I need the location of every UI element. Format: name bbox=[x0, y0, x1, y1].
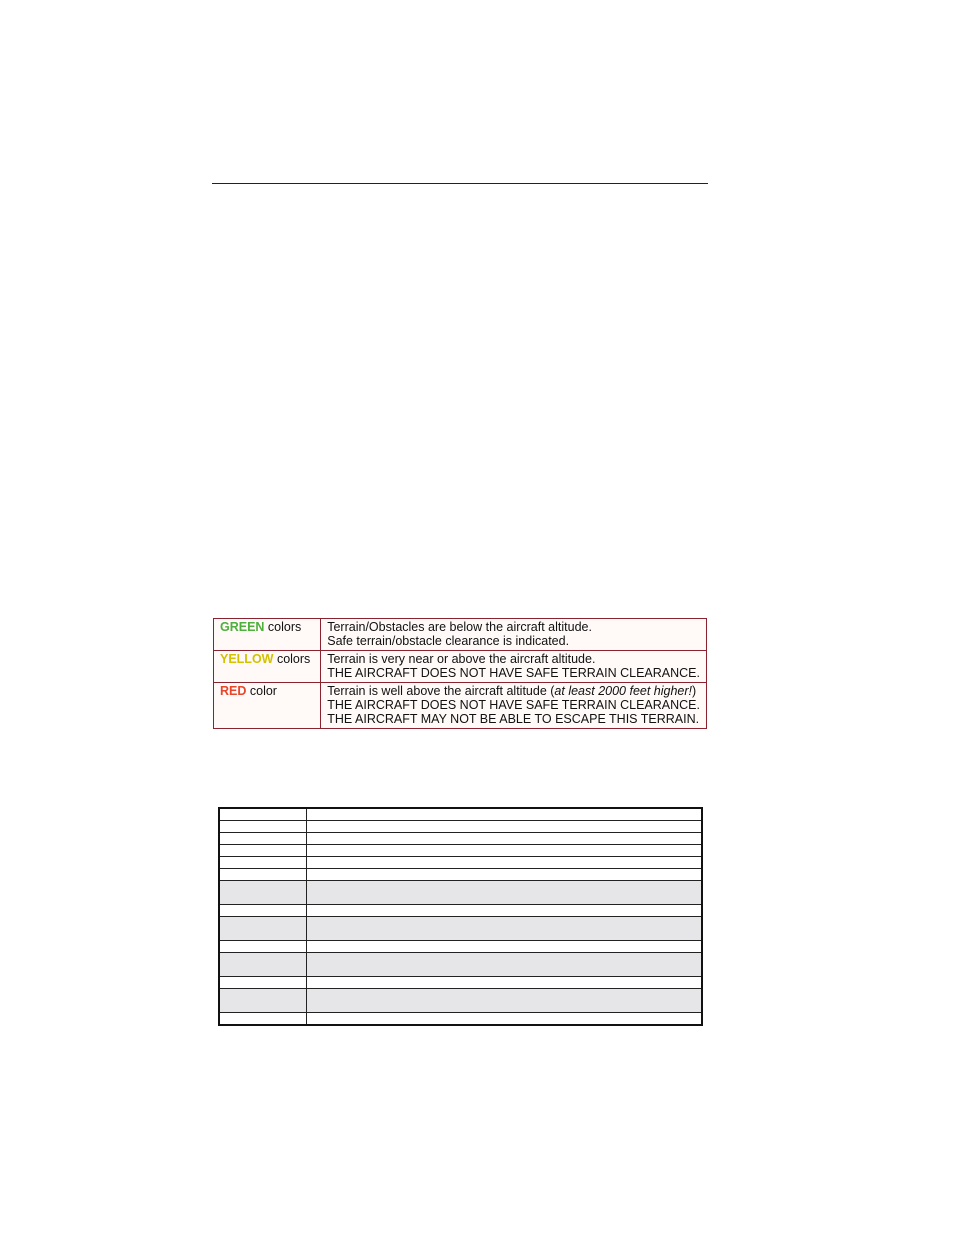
desc-line: Terrain is very near or above the aircraft altitude. bbox=[327, 651, 596, 666]
table-cell bbox=[307, 989, 703, 1013]
table-row bbox=[219, 917, 702, 941]
table-cell bbox=[307, 1013, 703, 1026]
table-cell bbox=[307, 905, 703, 917]
legend-desc-red bbox=[321, 682, 707, 728]
terrain-color-legend bbox=[213, 618, 707, 729]
table-cell bbox=[219, 953, 307, 977]
empty-grid-table bbox=[218, 807, 703, 1026]
legend-desc-yellow bbox=[321, 650, 707, 682]
table-row bbox=[219, 977, 702, 989]
desc-line-italic: at least 2000 feet higher! bbox=[554, 683, 693, 698]
table-cell bbox=[219, 821, 307, 833]
desc-line-pre: Terrain is well above the aircraft altitude ( bbox=[327, 683, 555, 698]
desc-line: THE AIRCRAFT DOES NOT HAVE SAFE TERRAIN CLEARANCE. bbox=[327, 698, 700, 713]
table-cell bbox=[219, 941, 307, 953]
legend-key-red bbox=[214, 682, 321, 728]
table-cell bbox=[307, 953, 703, 977]
table-row bbox=[219, 821, 702, 833]
table-cell bbox=[307, 881, 703, 905]
color-word-yellow: YELLOW bbox=[220, 651, 274, 666]
desc-line: THE AIRCRAFT DOES NOT HAVE SAFE TERRAIN CLEARANCE. bbox=[327, 666, 700, 681]
table-cell bbox=[219, 905, 307, 917]
table-row bbox=[219, 857, 702, 869]
table-cell bbox=[307, 845, 703, 857]
table-row bbox=[219, 808, 702, 821]
table-cell bbox=[219, 833, 307, 845]
legend-key-yellow bbox=[214, 650, 321, 682]
table-row bbox=[219, 869, 702, 881]
color-suffix: colors bbox=[273, 651, 311, 666]
table-row bbox=[219, 881, 702, 905]
desc-line: Terrain/Obstacles are below the aircraft altitude. bbox=[327, 620, 592, 634]
table-row bbox=[219, 941, 702, 953]
legend-row-red bbox=[214, 682, 707, 728]
table-row bbox=[219, 833, 702, 845]
table-cell bbox=[307, 941, 703, 953]
legend-key-green bbox=[214, 619, 321, 651]
table-cell bbox=[219, 857, 307, 869]
table-cell bbox=[219, 808, 307, 821]
color-word-green: GREEN bbox=[220, 620, 265, 634]
table-cell bbox=[307, 917, 703, 941]
table-cell bbox=[219, 1013, 307, 1026]
legend-row-green bbox=[214, 619, 707, 651]
table-cell bbox=[219, 869, 307, 881]
color-suffix: color bbox=[246, 683, 277, 698]
desc-line: Safe terrain/obstacle clearance is indicated. bbox=[327, 634, 570, 649]
table-cell bbox=[307, 869, 703, 881]
table-cell bbox=[219, 917, 307, 941]
table-cell bbox=[219, 845, 307, 857]
desc-line-post: ) bbox=[692, 683, 697, 698]
table-cell bbox=[307, 821, 703, 833]
table-cell bbox=[219, 977, 307, 989]
table-cell bbox=[307, 833, 703, 845]
table-row bbox=[219, 905, 702, 917]
legend-row-yellow bbox=[214, 650, 707, 682]
header-rule bbox=[212, 183, 708, 184]
table-row bbox=[219, 953, 702, 977]
legend-desc-green bbox=[321, 619, 707, 651]
color-suffix: colors bbox=[264, 620, 302, 634]
table-cell bbox=[219, 989, 307, 1013]
color-word-red: RED bbox=[220, 683, 247, 698]
table-cell bbox=[307, 808, 703, 821]
desc-line bbox=[327, 684, 700, 698]
desc-line: THE AIRCRAFT MAY NOT BE ABLE TO ESCAPE THIS TERRAIN. bbox=[327, 712, 700, 727]
table-cell bbox=[219, 881, 307, 905]
table-cell bbox=[307, 857, 703, 869]
table-cell bbox=[307, 977, 703, 989]
table-row bbox=[219, 1013, 702, 1026]
table-row bbox=[219, 989, 702, 1013]
table-row bbox=[219, 845, 702, 857]
